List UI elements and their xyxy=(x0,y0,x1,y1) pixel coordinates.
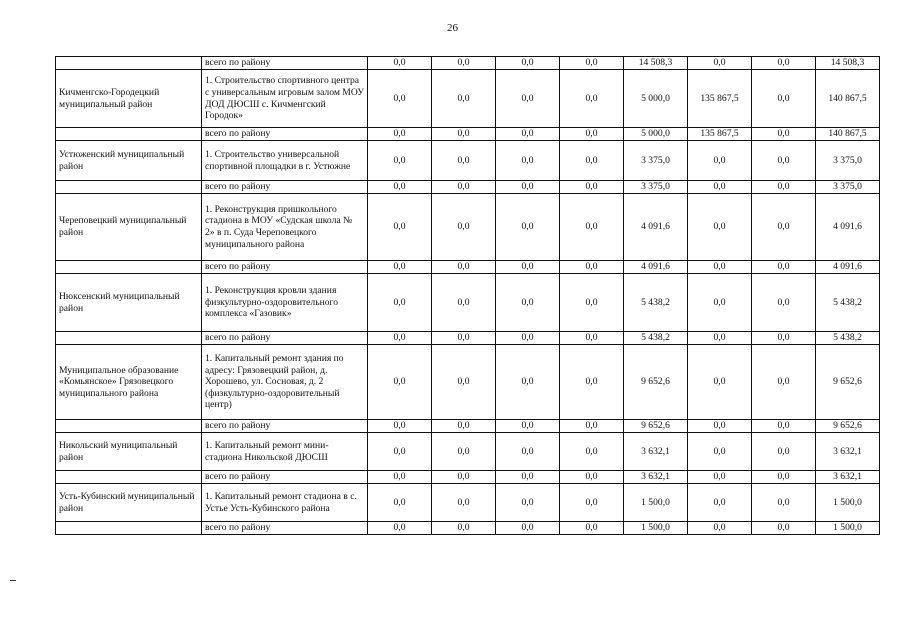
district-cell xyxy=(56,57,202,70)
value-cell: 3 375,0 xyxy=(816,141,880,181)
value-cell: 135 867,5 xyxy=(688,128,752,141)
value-cell: 0,0 xyxy=(560,471,624,484)
value-cell: 0,0 xyxy=(432,420,496,433)
total-label-cell: всего по району xyxy=(202,261,368,274)
district-total-row xyxy=(56,471,880,484)
value-cell: 3 632,1 xyxy=(816,471,880,484)
funding-table xyxy=(55,56,880,535)
value-cell: 0,0 xyxy=(432,261,496,274)
value-cell: 0,0 xyxy=(432,141,496,181)
value-cell: 0,0 xyxy=(752,194,816,261)
value-cell: 0,0 xyxy=(752,433,816,471)
value-cell: 0,0 xyxy=(432,274,496,332)
value-cell: 0,0 xyxy=(688,420,752,433)
value-cell: 0,0 xyxy=(560,128,624,141)
value-cell: 0,0 xyxy=(560,57,624,70)
district-total-row xyxy=(56,522,880,535)
value-cell: 0,0 xyxy=(688,181,752,194)
project-cell: 1. Реконструкция пришкольного стадиона в МОУ «Судская школа № 2» в п. Суда Череповецкого муниципального района xyxy=(202,194,368,261)
value-cell: 0,0 xyxy=(432,471,496,484)
value-cell: 0,0 xyxy=(752,274,816,332)
value-cell: 3 632,1 xyxy=(816,433,880,471)
district-total-row xyxy=(56,261,880,274)
value-cell: 0,0 xyxy=(432,57,496,70)
value-cell: 1 500,0 xyxy=(816,484,880,522)
value-cell: 0,0 xyxy=(496,433,560,471)
value-cell: 0,0 xyxy=(688,484,752,522)
district-cell xyxy=(56,471,202,484)
value-cell: 14 508,3 xyxy=(624,57,688,70)
project-row xyxy=(56,194,880,261)
value-cell: 0,0 xyxy=(752,420,816,433)
value-cell: 0,0 xyxy=(368,433,432,471)
value-cell: 4 091,6 xyxy=(816,194,880,261)
value-cell: 0,0 xyxy=(752,522,816,535)
district-cell: Нюксенский муниципальный район xyxy=(56,274,202,332)
value-cell: 0,0 xyxy=(496,274,560,332)
value-cell: 0,0 xyxy=(560,261,624,274)
value-cell: 9 652,6 xyxy=(624,345,688,420)
district-cell: Устюженский муниципальный район xyxy=(56,141,202,181)
value-cell: 0,0 xyxy=(688,57,752,70)
district-cell xyxy=(56,332,202,345)
project-cell: 1. Капитальный ремонт стадиона в с. Устье Усть-Кубинского района xyxy=(202,484,368,522)
district-cell xyxy=(56,522,202,535)
value-cell: 4 091,6 xyxy=(624,261,688,274)
value-cell: 0,0 xyxy=(496,420,560,433)
value-cell: 0,0 xyxy=(752,332,816,345)
value-cell: 0,0 xyxy=(560,181,624,194)
value-cell: 0,0 xyxy=(432,128,496,141)
value-cell: 0,0 xyxy=(496,57,560,70)
project-cell: 1. Реконструкция кровли здания физкультурно-оздоровительного комплекса «Газовик» xyxy=(202,274,368,332)
value-cell: 0,0 xyxy=(496,471,560,484)
value-cell: 0,0 xyxy=(368,70,432,128)
value-cell: 0,0 xyxy=(560,420,624,433)
page-number: 26 xyxy=(447,22,458,34)
value-cell: 135 867,5 xyxy=(688,70,752,128)
value-cell: 0,0 xyxy=(496,261,560,274)
value-cell: 0,0 xyxy=(688,471,752,484)
district-cell xyxy=(56,181,202,194)
district-total-row xyxy=(56,420,880,433)
district-total-row xyxy=(56,57,880,70)
value-cell: 0,0 xyxy=(560,141,624,181)
value-cell: 3 375,0 xyxy=(624,181,688,194)
value-cell: 0,0 xyxy=(496,194,560,261)
total-label-cell: всего по району xyxy=(202,332,368,345)
value-cell: 0,0 xyxy=(496,70,560,128)
value-cell: 5 438,2 xyxy=(816,332,880,345)
value-cell: 0,0 xyxy=(688,194,752,261)
value-cell: 0,0 xyxy=(496,141,560,181)
value-cell: 0,0 xyxy=(432,433,496,471)
value-cell: 0,0 xyxy=(432,345,496,420)
district-cell xyxy=(56,261,202,274)
value-cell: 0,0 xyxy=(368,471,432,484)
value-cell: 0,0 xyxy=(496,332,560,345)
value-cell: 0,0 xyxy=(752,471,816,484)
value-cell: 140 867,5 xyxy=(816,70,880,128)
value-cell: 0,0 xyxy=(432,194,496,261)
value-cell: 0,0 xyxy=(368,332,432,345)
value-cell: 0,0 xyxy=(688,261,752,274)
value-cell: 0,0 xyxy=(368,57,432,70)
district-cell: Муниципальное образование «Комьянское» Грязовецкого муниципального района xyxy=(56,345,202,420)
value-cell: 0,0 xyxy=(368,274,432,332)
value-cell: 1 500,0 xyxy=(816,522,880,535)
value-cell: 3 632,1 xyxy=(624,433,688,471)
value-cell: 0,0 xyxy=(368,345,432,420)
total-label-cell: всего по району xyxy=(202,420,368,433)
district-cell xyxy=(56,420,202,433)
project-cell: 1. Строительство универсальной спортивной площадки в г. Устюжне xyxy=(202,141,368,181)
project-row xyxy=(56,345,880,420)
value-cell: 0,0 xyxy=(688,345,752,420)
value-cell: 140 867,5 xyxy=(816,128,880,141)
total-label-cell: всего по району xyxy=(202,522,368,535)
value-cell: 0,0 xyxy=(688,141,752,181)
value-cell: 0,0 xyxy=(752,484,816,522)
value-cell: 0,0 xyxy=(752,261,816,274)
district-cell: Никольский муниципальный район xyxy=(56,433,202,471)
value-cell: 0,0 xyxy=(560,332,624,345)
district-total-row xyxy=(56,332,880,345)
project-row xyxy=(56,433,880,471)
value-cell: 5 000,0 xyxy=(624,128,688,141)
value-cell: 3 632,1 xyxy=(624,471,688,484)
value-cell: 0,0 xyxy=(560,194,624,261)
value-cell: 3 375,0 xyxy=(624,141,688,181)
value-cell: 9 652,6 xyxy=(816,420,880,433)
value-cell: 0,0 xyxy=(368,141,432,181)
district-cell: Череповецкий муниципальный район xyxy=(56,194,202,261)
district-total-row xyxy=(56,181,880,194)
value-cell: 0,0 xyxy=(560,345,624,420)
value-cell: 0,0 xyxy=(432,332,496,345)
project-cell: 1. Строительство спортивного центра с универсальным игровым залом МОУ ДОД ДЮСШ с. Кичменгский Городок» xyxy=(202,70,368,128)
value-cell: 0,0 xyxy=(496,522,560,535)
value-cell: 5 000,0 xyxy=(624,70,688,128)
value-cell: 0,0 xyxy=(496,128,560,141)
value-cell: 0,0 xyxy=(560,484,624,522)
value-cell: 9 652,6 xyxy=(816,345,880,420)
value-cell: 0,0 xyxy=(496,345,560,420)
district-cell xyxy=(56,128,202,141)
value-cell: 0,0 xyxy=(496,181,560,194)
value-cell: 0,0 xyxy=(560,274,624,332)
value-cell: 1 500,0 xyxy=(624,484,688,522)
value-cell: 5 438,2 xyxy=(816,274,880,332)
value-cell: 0,0 xyxy=(432,484,496,522)
value-cell: 14 508,3 xyxy=(816,57,880,70)
value-cell: 0,0 xyxy=(688,522,752,535)
value-cell: 0,0 xyxy=(432,522,496,535)
total-label-cell: всего по району xyxy=(202,471,368,484)
value-cell: 0,0 xyxy=(752,141,816,181)
value-cell: 0,0 xyxy=(752,70,816,128)
project-cell: 1. Капитальный ремонт здания по адресу: Грязовецкий район, д. Хорошево, ул. Сосновая, д. 2 (физкультурно-оздоровительный центр) xyxy=(202,345,368,420)
total-label-cell: всего по району xyxy=(202,57,368,70)
project-cell: 1. Капитальный ремонт мини-стадиона Никольской ДЮСШ xyxy=(202,433,368,471)
value-cell: 0,0 xyxy=(496,484,560,522)
value-cell: 0,0 xyxy=(688,332,752,345)
value-cell: 0,0 xyxy=(688,433,752,471)
value-cell: 0,0 xyxy=(752,181,816,194)
total-label-cell: всего по району xyxy=(202,181,368,194)
value-cell: 0,0 xyxy=(432,181,496,194)
value-cell: 5 438,2 xyxy=(624,274,688,332)
value-cell: 0,0 xyxy=(368,484,432,522)
value-cell: 0,0 xyxy=(560,522,624,535)
value-cell: 0,0 xyxy=(432,70,496,128)
value-cell: 4 091,6 xyxy=(816,261,880,274)
value-cell: 0,0 xyxy=(560,433,624,471)
project-row xyxy=(56,484,880,522)
value-cell: 0,0 xyxy=(368,181,432,194)
value-cell: 9 652,6 xyxy=(624,420,688,433)
total-label-cell: всего по району xyxy=(202,128,368,141)
project-row xyxy=(56,274,880,332)
value-cell: 0,0 xyxy=(368,420,432,433)
value-cell: 0,0 xyxy=(688,274,752,332)
value-cell: 1 500,0 xyxy=(624,522,688,535)
value-cell: 0,0 xyxy=(368,194,432,261)
value-cell: 0,0 xyxy=(368,128,432,141)
margin-mark xyxy=(10,580,16,581)
district-cell: Кичменгско-Городецкий муниципальный район xyxy=(56,70,202,128)
value-cell: 0,0 xyxy=(752,345,816,420)
value-cell: 3 375,0 xyxy=(816,181,880,194)
value-cell: 0,0 xyxy=(752,57,816,70)
value-cell: 0,0 xyxy=(368,261,432,274)
value-cell: 0,0 xyxy=(368,522,432,535)
project-row xyxy=(56,70,880,128)
project-row xyxy=(56,141,880,181)
value-cell: 0,0 xyxy=(752,128,816,141)
value-cell: 4 091,6 xyxy=(624,194,688,261)
value-cell: 0,0 xyxy=(560,70,624,128)
district-total-row xyxy=(56,128,880,141)
table-body xyxy=(56,57,880,535)
district-cell: Усть-Кубинский муниципальный район xyxy=(56,484,202,522)
value-cell: 5 438,2 xyxy=(624,332,688,345)
